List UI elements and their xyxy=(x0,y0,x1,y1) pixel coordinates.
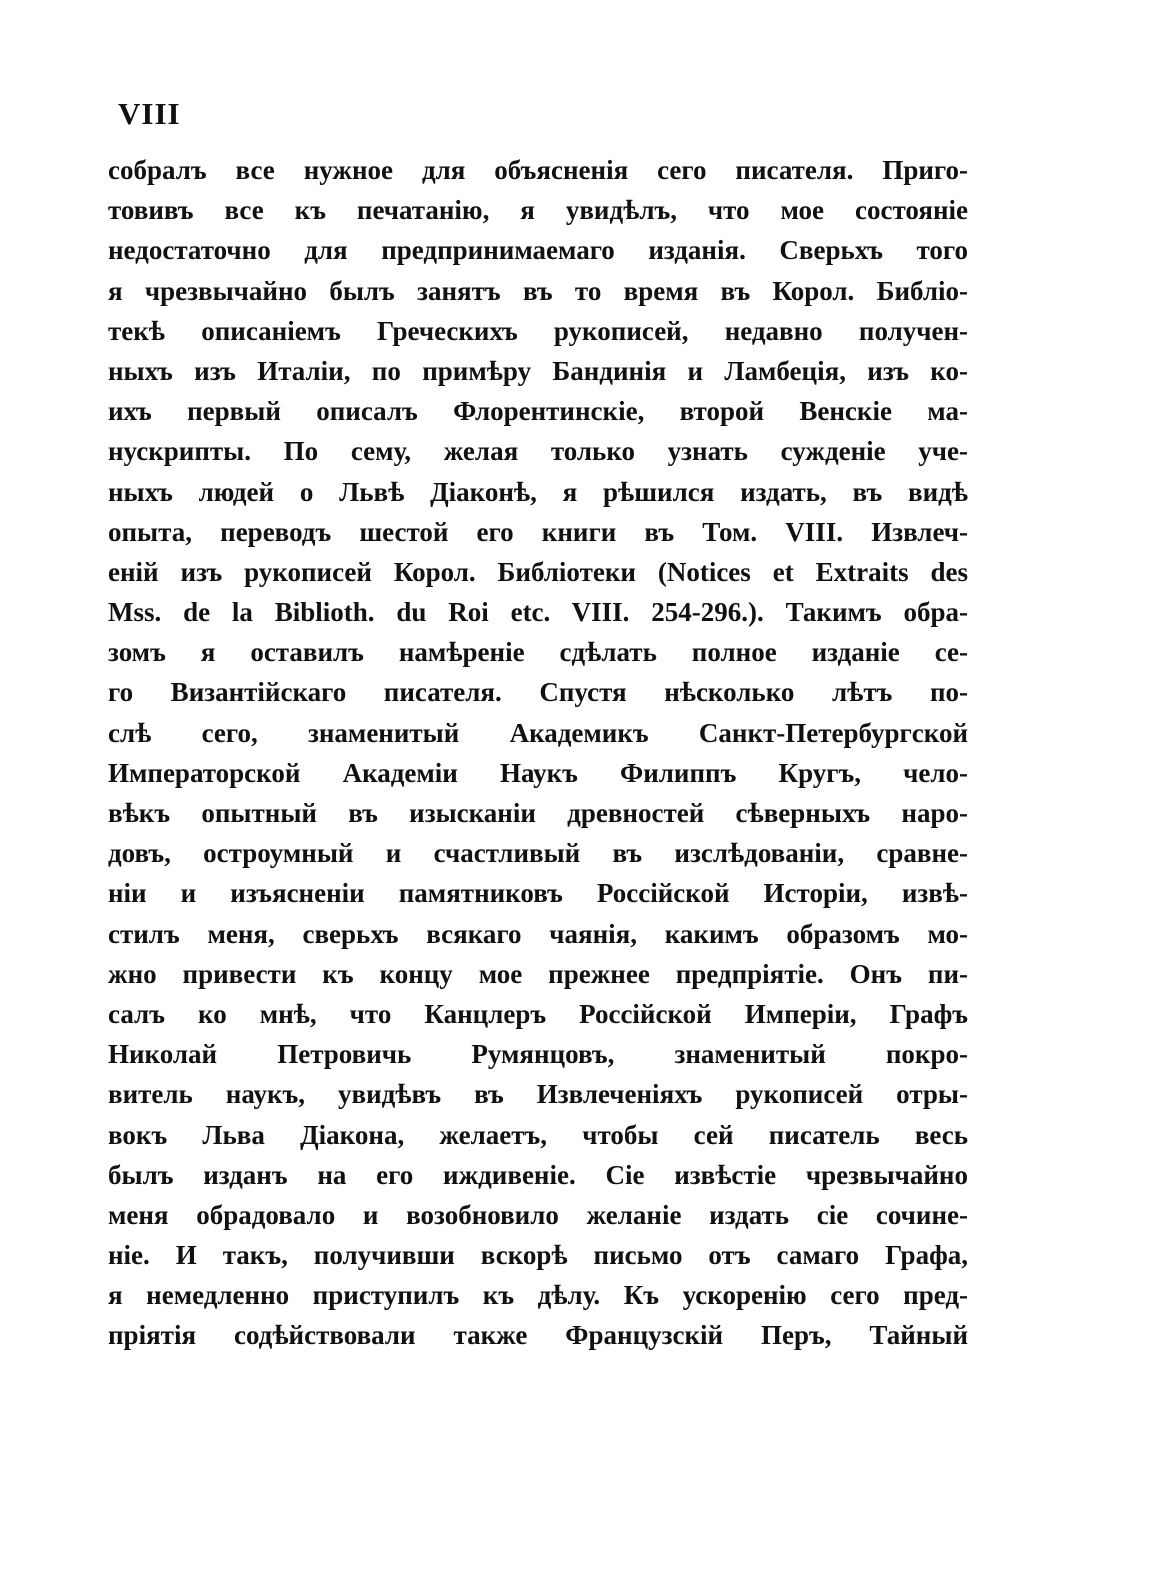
text-line: зомъ я оставилъ намѣреніе сдѣлать полное изданіе се- xyxy=(108,637,968,668)
text-line: витель наукъ, увидѣвъ въ Извлеченіяхъ рукописей отры- xyxy=(108,1079,968,1110)
text-line: Императорской Академіи Наукъ Филиппъ Кругъ, чело- xyxy=(108,757,968,788)
page-number: VIII xyxy=(118,96,181,131)
text-line: былъ изданъ на его иждивеніе. Сіе извѣстіе чрезвычайно xyxy=(108,1159,968,1190)
text-line: пріятія содѣйствовали также Французскій Перъ, Тайный xyxy=(108,1320,968,1351)
text-line: Николай Петровичь Румянцовъ, знаменитый покро- xyxy=(108,1039,968,1070)
text-line: ихъ первый описалъ Флорентинскіе, второй Венскіе ма- xyxy=(108,396,968,427)
text-line: вѣкъ опытный въ изысканіи древностей сѣверныхъ наро- xyxy=(108,798,968,828)
text-line: нускрипты. По сему, желая только узнать сужденіе уче- xyxy=(108,436,968,467)
text-line: ніе. И такъ, получивши вскорѣ письмо отъ самаго Графа, xyxy=(108,1240,968,1271)
text-line: текѣ описаніемъ Греческихъ рукописей, недавно получен- xyxy=(108,315,968,346)
body-text xyxy=(108,150,968,1356)
text-line: я немедленно приступилъ къ дѣлу. Къ ускоренію сего пред- xyxy=(108,1280,968,1311)
text-line: ныхъ людей о Львѣ Діаконѣ, я рѣшился издать, въ видѣ xyxy=(108,476,968,507)
text-line: ніи и изъясненіи памятниковъ Россійской Исторіи, извѣ- xyxy=(108,878,968,909)
text-line: Mss. de la Biblioth. du Roi etc. VIII. 254-296.). Такимъ обра- xyxy=(108,597,968,628)
text-line: вокъ Льва Діакона, желаетъ, чтобы сей писатель весь xyxy=(108,1119,968,1150)
text-line: товивъ все къ печатанію, я увидѣлъ, что мое состояніе xyxy=(108,195,968,226)
text-line: го Византійскаго писателя. Спустя нѣсколько лѣтъ по- xyxy=(108,677,968,708)
text-line: еній изъ рукописей Корол. Библіотеки (Notices et Extraits des xyxy=(108,556,968,587)
text-line: меня обрадовало и возобновило желаніе издать сіе сочине- xyxy=(108,1199,968,1230)
text-line: недостаточно для предпринимаемаго изданія. Сверьхъ того xyxy=(108,235,968,266)
text-line: жно привести къ концу мое прежнее предпріятіе. Онъ пи- xyxy=(108,958,968,989)
text-line: стилъ меня, сверьхъ всякаго чаянія, какимъ образомъ мо- xyxy=(108,918,968,949)
text-line: салъ ко мнѣ, что Канцлеръ Россійской Имперіи, Графъ xyxy=(108,998,968,1029)
text-line: довъ, остроумный и счастливый въ изслѣдованіи, сравне- xyxy=(108,838,968,869)
text-line: собралъ все нужное для объясненія сего писателя. Приго- xyxy=(108,155,968,185)
text-line: слѣ сего, знаменитый Академикъ Санкт-Петербургской xyxy=(108,717,968,748)
text-line: опыта, переводъ шестой его книги въ Том. VIII. Извлеч- xyxy=(108,516,968,547)
text-line: я чрезвычайно былъ занятъ въ то время въ Корол. Библіо- xyxy=(108,275,968,306)
text-line: ныхъ изъ Италіи, по примѣру Бандинія и Ламбеція, изъ ко- xyxy=(108,355,968,386)
